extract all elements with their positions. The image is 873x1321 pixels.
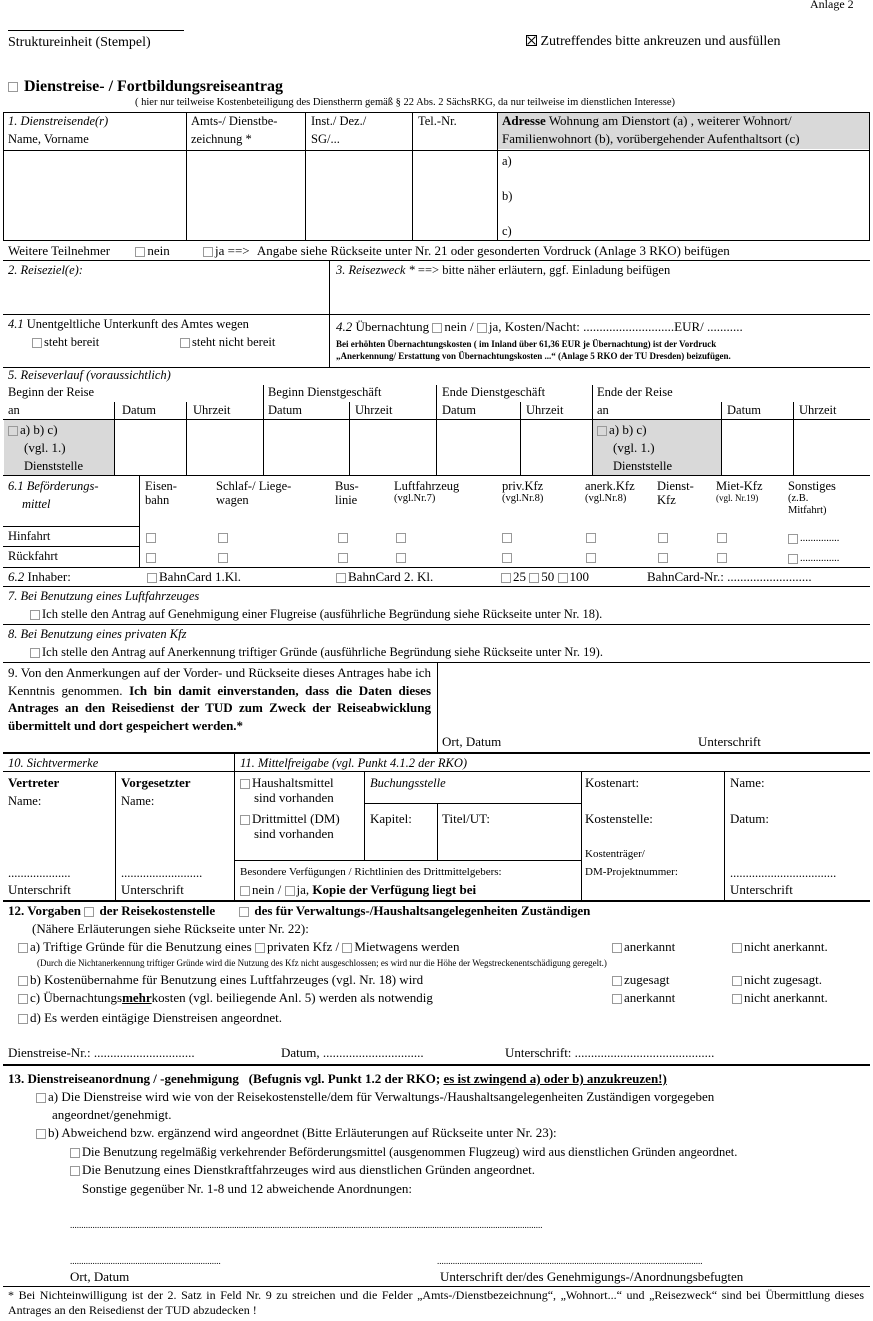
s61-col-mietkfz: Miet-Kfz (vgl. Nr.19): [716, 479, 763, 504]
checkbox[interactable]: [18, 994, 28, 1004]
rule: [3, 260, 870, 261]
address-c: c): [502, 224, 512, 238]
s7-text: Ich stelle den Antrag auf Genehmigung einer Flugreise (ausführliche Begründung siehe Rückseite unter Nr. 18).: [30, 607, 602, 621]
s10-vorgesetzter-name: Name:: [121, 794, 155, 808]
s41-opt2: steht nicht bereit: [180, 335, 275, 349]
s61-label-2: mittel: [22, 497, 51, 511]
transport-checkbox[interactable]: [146, 553, 156, 563]
transport-checkbox[interactable]: [658, 553, 668, 563]
form-title: Dienstreise- / Fortbildungsreiseantrag: [8, 78, 283, 96]
rule: [186, 113, 187, 240]
rule: [437, 663, 438, 752]
s12-datum: Datum, ...............................: [281, 1045, 424, 1060]
rule: [234, 754, 235, 900]
s12-a: a) Triftige Gründe für die Benutzung eines privaten Kfz / Mietwagens werden: [18, 940, 459, 955]
s13-dots-unterschrift: ......................................................................................................................: [437, 1256, 703, 1266]
s10-vorgesetzter: Vorgesetzter: [121, 775, 191, 790]
s5-end-dienststelle: Dienststelle: [613, 459, 673, 473]
s13-b: b) Abweichend bzw. ergänzend wird angeordnet (Bitte Erläuterungen auf Rückseite unter Nr. 23):: [36, 1126, 557, 1141]
s61-label-1: 6.1 Beförderungs-: [8, 479, 99, 493]
s3-label: 3. Reisezweck * ==> bitte näher erläutern, ggf. Einladung beifügen: [336, 263, 671, 277]
s5-ende-dienst: Ende Dienstgeschäft: [442, 385, 546, 399]
s12-b-nicht: nicht zugesagt.: [732, 973, 822, 988]
transport-checkbox[interactable]: [218, 553, 228, 563]
s5-beginn-reise: Beginn der Reise: [8, 385, 95, 399]
checkbox[interactable]: [239, 907, 249, 917]
s61-sonstiges-rueck: ...............: [788, 553, 839, 565]
s12-header: 12. Vorgaben der Reisekostenstelle des für Verwaltungs-/Haushaltsangelegenheiten Zuständigen: [8, 903, 591, 918]
rule: [3, 1286, 870, 1287]
rule: [186, 402, 187, 475]
rule: [3, 567, 870, 568]
s5-start-vgl: (vgl. 1.): [24, 440, 66, 455]
s5-datum-2: Datum: [268, 403, 303, 417]
anlage-label: Anlage 2: [810, 0, 854, 11]
s11-haushalt: Haushaltsmittel sind vorhanden: [240, 776, 334, 806]
s62-pct: 25 50 100: [501, 570, 589, 585]
s61-rueckfahrt: Rückfahrt: [8, 549, 58, 563]
s61-sonstiges-hin: ...............: [788, 533, 839, 545]
rule: [329, 315, 330, 367]
s2-label: 2. Reiseziel(e):: [8, 263, 83, 277]
s42-ja-checkbox[interactable]: [477, 323, 487, 333]
checkbox[interactable]: [84, 907, 94, 917]
s61-col-schlafwagen: Schlaf-/ Liege- wagen: [216, 479, 292, 508]
rule: [3, 900, 870, 902]
s11-dmprojekt: DM-Projektnummer:: [585, 866, 678, 878]
s5-uhrzeit-2: Uhrzeit: [355, 403, 393, 417]
s10-vorgesetzter-unterschrift: Unterschrift: [121, 882, 184, 897]
rule: [114, 402, 115, 475]
s12-a-nicht: nicht anerkannt.: [732, 940, 828, 955]
s7-label: 7. Bei Benutzung eines Luftfahrzeuges: [8, 589, 200, 603]
rule: [305, 113, 306, 240]
s1-address-label-1: Adresse Wohnung am Dienstort (a) , weiterer Wohnort/: [502, 113, 792, 128]
s42-nein-checkbox[interactable]: [432, 323, 442, 333]
s41-opt1-checkbox[interactable]: [32, 338, 42, 348]
checkbox[interactable]: [612, 994, 622, 1004]
s13-b-3: Sonstige gegenüber Nr. 1-8 und 12 abweichende Anordnungen:: [82, 1181, 412, 1196]
rule: [3, 113, 4, 240]
checkbox[interactable]: [529, 573, 539, 583]
s13-dots-long: ..................................................................................................................................................................................................................: [70, 1220, 543, 1230]
form-subtitle: ( hier nur teilweise Kostenbeteiligung des Dienstherrn gemäß § 22 Abs. 2 SächsRKG, da nur teilweise im dienstlichen Interesse): [135, 97, 676, 108]
s12-c: c) Übernachtungsmehrkosten (vgl. beiliegende Anl. 5) werden als notwendig: [18, 991, 433, 1006]
s13-b-2: Die Benutzung eines Dienstkraftfahrzeuges wird aus dienstlichen Gründen angeordnet.: [70, 1163, 535, 1178]
transport-checkbox[interactable]: [717, 533, 727, 543]
s61-col-anerkkfz: anerk.Kfz (vgl.Nr.8): [585, 479, 635, 505]
s11-kopie-row: nein / ja, Kopie der Verfügung liegt bei: [240, 883, 476, 898]
transport-checkbox[interactable]: [658, 533, 668, 543]
rule: [3, 475, 870, 476]
s13-unterschrift: Unterschrift der/des Genehmigungs-/Anordnungsbefugten: [440, 1269, 744, 1284]
checkbox[interactable]: [18, 943, 28, 953]
checkbox[interactable]: [732, 943, 742, 953]
rule: [3, 240, 870, 241]
s1-inst-label-2: SG/...: [311, 132, 340, 146]
rule: [3, 150, 870, 151]
s5-uhrzeit-3: Uhrzeit: [526, 403, 564, 417]
s1-name-label: Name, Vorname: [8, 132, 89, 146]
checkbox[interactable]: [36, 1093, 46, 1103]
s42-note-2: „Anerkennung/ Erstattung von Übernachtungskosten ...“ (Anlage 5 RKO der TU Dresden) beizufügen.: [336, 351, 731, 361]
s11-besondere: Besondere Verfügungen / Richtlinien des Drittmittelgebers:: [240, 866, 502, 878]
checkbox[interactable]: [597, 426, 607, 436]
s62-bc2: BahnCard 2. Kl.: [336, 570, 433, 585]
s62-row: 6.2 Inhaber:: [8, 569, 71, 584]
s12-c-anerkannt: anerkannt: [612, 991, 675, 1006]
checkbox[interactable]: [30, 610, 40, 620]
transport-checkbox[interactable]: [502, 553, 512, 563]
checkbox[interactable]: [501, 573, 511, 583]
s10-vertreter-dots: ....................: [8, 866, 71, 880]
s12-dr-nr: Dienstreise-Nr.: ...............................: [8, 1045, 195, 1060]
s9-unterschrift: Unterschrift: [698, 734, 761, 749]
checkbox[interactable]: [240, 779, 250, 789]
s5-datum-4: Datum: [727, 403, 762, 417]
s1-label: 1. Dienstreisende(r): [8, 114, 109, 128]
s42-note-1: Bei erhöhten Übernachtungskosten ( im Inland über 61,36 EUR je Übernachtung) ist der Vordruck: [336, 339, 717, 349]
s12-b-zugesagt: zugesagt: [612, 973, 669, 988]
rule: [497, 113, 498, 240]
rule: [3, 314, 870, 315]
checkbox[interactable]: [8, 426, 18, 436]
s11-label: 11. Mittelfreigabe (vgl. Punkt 4.1.2 der RKO): [240, 756, 468, 770]
s61-col-dienstkfz: Dienst- Kfz: [657, 479, 694, 508]
transport-checkbox[interactable]: [586, 533, 596, 543]
checkbox[interactable]: [255, 943, 265, 953]
s1-amts-label-1: Amts-/ Dienstbe-: [191, 114, 278, 128]
checkbox[interactable]: [558, 573, 568, 583]
checkbox[interactable]: [36, 1129, 46, 1139]
s11-kapitel: Kapitel:: [370, 811, 412, 826]
s13-a-1: a) Die Dienstreise wird wie von der Reisekostenstelle/dem für Verwaltungs-/Haushaltsangelegenheiten Zuständigen vorgegeben: [36, 1090, 714, 1105]
checkbox[interactable]: [70, 1148, 80, 1158]
s11-kostenstelle: Kostenstelle:: [585, 811, 653, 826]
s61-col-sonstiges: Sonstiges (z.B. Mitfahrt): [788, 479, 836, 517]
s12-naehere: (Nähere Erläuterungen siehe Rückseite unter Nr. 22):: [32, 921, 309, 936]
rule: [520, 402, 521, 475]
rule: [3, 546, 140, 547]
s12-unterschrift: Unterschrift: ...........................................: [505, 1045, 715, 1060]
s41-opt2-checkbox[interactable]: [180, 338, 190, 348]
s42-row: 4.2 Übernachtung nein / ja, Kosten/Nacht: ............................EUR/ ...........: [336, 319, 743, 334]
s5-ende-reise: Ende der Reise: [597, 385, 673, 399]
rule: [329, 261, 330, 314]
checkbox[interactable]: [147, 573, 157, 583]
rule: [115, 772, 116, 900]
s61-col-bus: Bus- linie: [335, 479, 359, 508]
checked-box-icon: [526, 35, 537, 46]
s13-b-1: Die Benutzung regelmäßig verkehrender Beförderungsmittel (ausgenommen Flugzeug) wird aus dienstlichen Gründen angeordnet.: [70, 1145, 737, 1159]
rule: [3, 624, 870, 625]
rule: [235, 860, 581, 861]
checkbox[interactable]: [336, 573, 346, 583]
checkbox[interactable]: [612, 943, 622, 953]
s13-dots-ort: ...................................................................: [70, 1256, 221, 1266]
stamp-line: [8, 30, 184, 31]
s8-text: Ich stelle den Antrag auf Anerkennung triftiger Gründe (ausführliche Begründung siehe Rückseite unter Nr. 19).: [30, 645, 603, 659]
s11-unterschrift: Unterschrift: [730, 882, 793, 897]
s1-inst-label-1: Inst./ Dez./: [311, 114, 367, 128]
s12-c-nicht: nicht anerkannt.: [732, 991, 828, 1006]
checkbox[interactable]: [788, 554, 798, 564]
s5-beginn-dienst: Beginn Dienstgeschäft: [268, 385, 382, 399]
transport-checkbox[interactable]: [396, 553, 406, 563]
s10-vorgesetzter-dots: ..........................: [121, 866, 203, 880]
rule: [3, 1064, 870, 1066]
rule: [3, 771, 870, 772]
rule: [721, 402, 722, 475]
s5-an-2: an: [597, 403, 609, 417]
s13-a-2: angeordnet/genehmigt.: [52, 1107, 172, 1122]
s12-a-anerkannt: anerkannt: [612, 940, 675, 955]
rule: [412, 113, 413, 240]
s13-ort-datum: Ort, Datum: [70, 1269, 130, 1284]
s10-vertreter: Vertreter: [8, 775, 60, 790]
s12-b: b) Kostenübernahme für Benutzung eines Luftfahrzeuges (vgl. Nr. 18) wird: [18, 973, 423, 988]
rule: [365, 803, 581, 804]
s5-start-dienststelle: Dienststelle: [24, 459, 84, 473]
s61-col-luft: Luftfahrzeug (vgl.Nr.7): [394, 479, 460, 505]
transport-checkbox[interactable]: [502, 533, 512, 543]
address-b: b): [502, 189, 513, 203]
s5-datum-3: Datum: [442, 403, 477, 417]
rule: [437, 804, 438, 860]
checkbox[interactable]: [8, 82, 18, 92]
transport-checkbox[interactable]: [338, 553, 348, 563]
s62-bc1: BahnCard 1.Kl.: [147, 570, 241, 585]
weitere-nein-checkbox[interactable]: [135, 247, 145, 257]
address-a: a): [502, 154, 512, 168]
transport-checkbox[interactable]: [396, 533, 406, 543]
transport-checkbox[interactable]: [338, 533, 348, 543]
s11-kostentraeger: Kostenträger/: [585, 848, 645, 860]
rule: [592, 385, 593, 475]
s5-end-vgl: (vgl. 1.): [613, 440, 655, 455]
checkbox[interactable]: [240, 815, 250, 825]
s12-a-note: (Durch die Nichtanerkennung triftiger Gründe wird die Nutzung des Kfz nicht ausgeschlossen; es wird nur die Höhe der Wegstreckenentschädigung geregelt.): [37, 958, 607, 968]
checkbox[interactable]: [612, 976, 622, 986]
s5-end-opts: a) b) c): [597, 423, 647, 438]
transport-checkbox[interactable]: [717, 553, 727, 563]
checkbox[interactable]: [240, 886, 250, 896]
checkbox[interactable]: [18, 1014, 28, 1024]
s11-dots: ..................................: [730, 866, 837, 880]
rule: [793, 402, 794, 475]
s11-datum: Datum:: [730, 811, 769, 826]
s11-titel: Titel/UT:: [442, 811, 490, 826]
s1-address-label-2: Familienwohnort (b), vorübergehender Aufenthaltsort (c): [502, 131, 800, 146]
s1-tel-label: Tel.-Nr.: [418, 114, 457, 128]
rule: [349, 402, 350, 475]
checkbox[interactable]: [732, 976, 742, 986]
rule: [436, 385, 437, 475]
s8-label: 8. Bei Benutzung eines privaten Kfz: [8, 627, 187, 641]
s10-label: 10. Sichtvermerke: [8, 756, 99, 770]
s41-opt1: steht bereit: [32, 335, 99, 349]
rule: [263, 385, 264, 475]
transport-checkbox[interactable]: [586, 553, 596, 563]
s5-an-1: an: [8, 403, 20, 417]
s41-text: 4.1 Unentgeltliche Unterkunft des Amtes wegen: [8, 317, 249, 331]
rule: [3, 526, 140, 527]
s5-start-opts: a) b) c): [8, 423, 58, 438]
rule: [364, 772, 365, 860]
s13-header: 13. Dienstreiseanordnung / -genehmigung (Befugnis vgl. Punkt 1.2 der RKO; es ist zwingend a) oder b) anzukreuzen!): [8, 1071, 667, 1086]
ankreuzen-hint: Zutreffendes bitte ankreuzen und ausfüllen: [526, 34, 780, 50]
checkbox[interactable]: [70, 1166, 80, 1176]
struktureinheit-label: Struktureinheit (Stempel): [8, 35, 151, 50]
checkbox[interactable]: [285, 886, 295, 896]
s61-col-eisenbahn: Eisen- bahn: [145, 479, 177, 508]
s10-vertreter-name: Name:: [8, 794, 42, 808]
transport-checkbox[interactable]: [146, 533, 156, 543]
s9-consent-text: 9. Von den Anmerkungen auf der Vorder- und Rückseite dieses Antrages habe ich Kenntnis genommen. Ich bin damit einverstanden, dass die Daten dieses Antrages an den Reisedienst der TUD zum Zweck der Reiseabwicklung übermittelt und dort gespeichert werden.*: [8, 665, 432, 733]
s9-ort-datum: Ort, Datum: [442, 734, 502, 749]
s10-vertreter-unterschrift: Unterschrift: [8, 882, 71, 897]
rule: [139, 476, 140, 567]
s62-nr: BahnCard-Nr.: ..........................: [647, 569, 812, 584]
rule: [724, 772, 725, 900]
rule: [3, 586, 870, 587]
s12-d: d) Es werden eintägige Dienstreisen angeordnet.: [18, 1011, 282, 1026]
s11-kostenart: Kostenart:: [585, 775, 640, 790]
rule: [3, 752, 870, 754]
rule: [869, 113, 870, 240]
checkbox[interactable]: [788, 534, 798, 544]
weitere-ja-checkbox[interactable]: [203, 247, 213, 257]
checkbox[interactable]: [732, 994, 742, 1004]
rule: [581, 772, 582, 900]
s61-col-privkfz: priv.Kfz (vgl.Nr.8): [502, 479, 544, 505]
transport-checkbox[interactable]: [218, 533, 228, 543]
s5-uhrzeit-1: Uhrzeit: [193, 403, 231, 417]
s5-label: 5. Reiseverlauf (voraussichtlich): [8, 368, 171, 382]
s61-hinfahrt: Hinfahrt: [8, 529, 51, 543]
s11-name: Name:: [730, 775, 765, 790]
footer-note: * Bei Nichteinwilligung ist der 2. Satz in Feld Nr. 9 zu streichen und die Felder „Amts-/Dienstbezeichnung“, „Wohnort...“ und „Reisezweck“ sind bei Übermittlung dieses Antrages an den Reisedienst der TUD abzudecken !: [8, 1288, 864, 1317]
checkbox[interactable]: [18, 976, 28, 986]
s11-buchungsstelle: Buchungsstelle: [370, 776, 446, 790]
s5-uhrzeit-4: Uhrzeit: [799, 403, 837, 417]
s5-datum-1: Datum: [122, 403, 157, 417]
s11-dritt: Drittmittel (DM) sind vorhanden: [240, 812, 340, 842]
s1-amts-label-2: zeichnung *: [191, 132, 252, 146]
checkbox[interactable]: [342, 943, 352, 953]
checkbox[interactable]: [30, 648, 40, 658]
weitere-teilnehmer-row: Weitere Teilnehmer nein ja ==> Angabe siehe Rückseite unter Nr. 21 oder gesonderten Vordruck (Anlage 3 RKO) beifügen: [8, 243, 730, 258]
